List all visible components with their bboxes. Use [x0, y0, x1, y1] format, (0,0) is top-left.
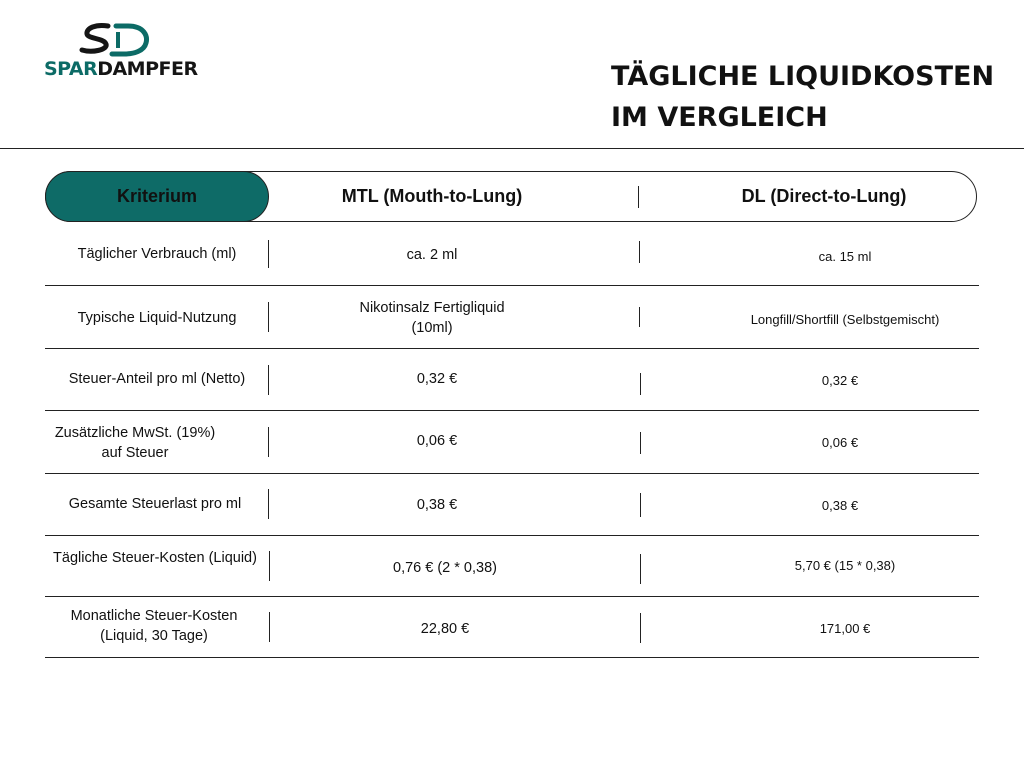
row-divider [45, 657, 979, 658]
table-row [45, 597, 979, 658]
column-separator [640, 613, 641, 643]
table-row [45, 223, 979, 286]
criterion-cell: Gesamte Steuerlast pro ml [68, 496, 242, 512]
mtl-cell: ca. 2 ml [406, 247, 458, 263]
column-separator [640, 493, 641, 517]
criterion-cell: Zusätzliche MwSt. (19%) auf Steuer [54, 425, 216, 461]
header-divider [0, 148, 1024, 149]
mtl-cell: 22,80 € [420, 621, 470, 637]
header-criterion: Kriterium [45, 171, 269, 222]
criterion-cell: Tägliche Steuer-Kosten (Liquid) [53, 550, 257, 566]
criterion-cell: Monatliche Steuer-Kosten (Liquid, 30 Tage) [70, 608, 238, 644]
column-separator [639, 241, 640, 263]
criterion-cell: Täglicher Verbrauch (ml) [77, 246, 237, 262]
table-row [45, 474, 979, 536]
table-row [45, 286, 979, 349]
column-separator [640, 432, 641, 454]
title-line-1: TÄGLICHE LIQUIDKOSTEN [611, 61, 995, 92]
mtl-cell: 0,38 € [416, 497, 458, 513]
mtl-cell: Nikotinsalz Fertigliquid (10ml) [359, 300, 505, 336]
dl-cell: ca. 15 ml [818, 249, 872, 264]
dl-cell: Longfill/Shortfill (Selbstgemischt) [750, 312, 940, 327]
dl-cell: 0,32 € [821, 373, 859, 388]
mtl-cell: 0,76 € (2 * 0,38) [393, 560, 497, 576]
dl-cell: 0,06 € [821, 435, 859, 450]
mtl-cell: 0,32 € [416, 371, 458, 387]
page-title [611, 56, 1011, 138]
table-row [45, 411, 979, 474]
column-separator [640, 554, 641, 584]
criterion-cell: Typische Liquid-Nutzung [77, 310, 237, 326]
dl-cell: 171,00 € [819, 621, 871, 636]
spardampfer-logo [44, 22, 198, 82]
criterion-cell: Steuer-Anteil pro ml (Netto) [68, 371, 246, 387]
logo-wordmark: SPARDAMPFER [44, 58, 198, 80]
sd-logo-mark [78, 22, 152, 60]
table-header [45, 171, 977, 222]
column-separator [640, 373, 641, 395]
column-separator [639, 307, 640, 327]
dl-cell: 0,38 € [821, 498, 859, 513]
header-mtl: MTL (Mouth-to-Lung) [341, 186, 523, 206]
table-row [45, 536, 979, 597]
title-line-2: IM VERGLEICH [611, 102, 828, 133]
column-separator [268, 302, 269, 332]
table-row [45, 349, 979, 411]
dl-cell: 5,70 € (15 * 0,38) [794, 558, 896, 573]
mtl-cell: 0,06 € [416, 433, 458, 449]
header-dl: DL (Direct-to-Lung) [741, 186, 907, 206]
